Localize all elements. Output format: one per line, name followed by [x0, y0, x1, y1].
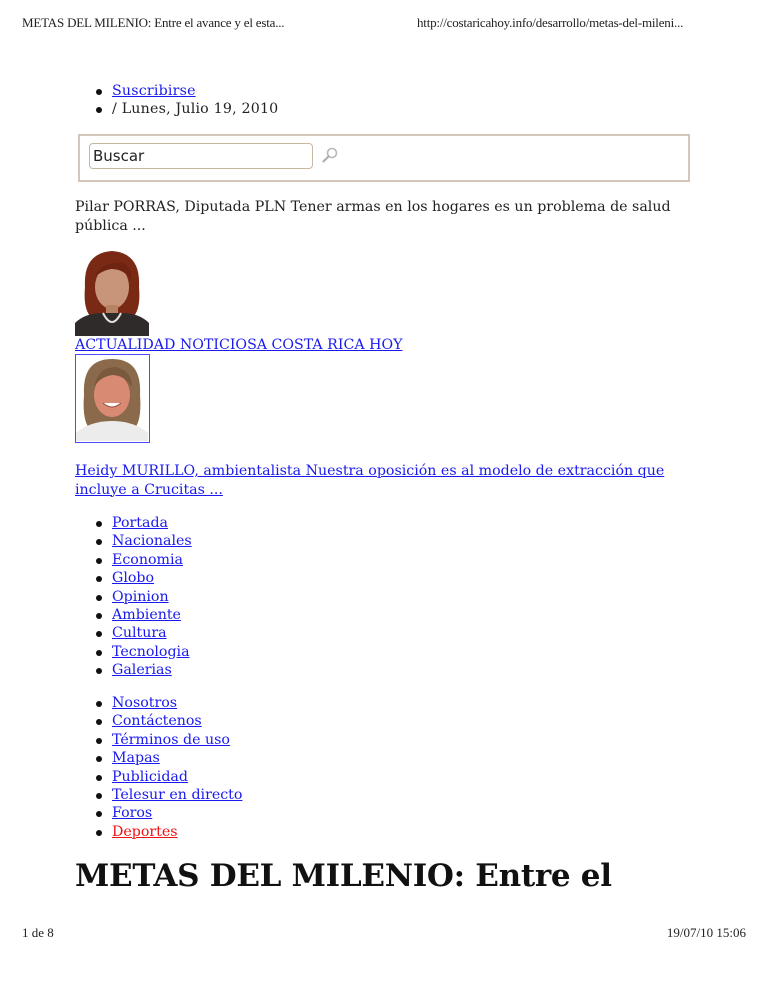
search-form [78, 134, 690, 182]
nav-item [94, 569, 192, 587]
nav-item [94, 694, 242, 712]
nav-item [94, 514, 192, 532]
nav-item [94, 643, 192, 661]
nav-link-galerias[interactable]: Galerias [112, 662, 172, 679]
nav-item [94, 551, 192, 569]
portrait-image [76, 355, 148, 441]
print-header-url: http://costaricahoy.info/desarrollo/metas-del-mileni... [417, 15, 684, 30]
site-home-link[interactable]: ACTUALIDAD NOTICIOSA COSTA RICA HOY [75, 337, 403, 353]
print-footer-datetime: 19/07/10 15:06 [666, 925, 746, 940]
nav-item [94, 823, 242, 841]
nav-link-nacionales[interactable]: Nacionales [112, 533, 192, 550]
feature-teaser-text: Pilar PORRAS, Diputada PLN Tener armas en los hogares es un problema de salud pública ... [75, 199, 671, 234]
portrait-photo-heidy-murillo[interactable] [75, 354, 150, 443]
nav-item [94, 661, 192, 679]
nav-item [94, 749, 242, 767]
nav-item [94, 624, 192, 642]
print-header-title: METAS DEL MILENIO: Entre el avance y el esta... [22, 15, 285, 30]
nav-link-tecnologia[interactable]: Tecnologia [112, 643, 190, 660]
list-item [94, 82, 278, 100]
list-item [94, 100, 278, 118]
print-footer-page: 1 de 8 [22, 925, 54, 940]
nav-link-nosotros[interactable]: Nosotros [112, 695, 178, 711]
article-title: METAS DEL MILENIO: Entre el [75, 858, 612, 894]
nav-item [94, 606, 192, 624]
nav-item [94, 804, 242, 822]
nav-link-foros[interactable]: Foros [112, 805, 153, 822]
section-nav [94, 514, 192, 680]
nav-item [94, 532, 192, 550]
top-links-list [94, 82, 278, 119]
nav-link-portada[interactable]: Portada [112, 515, 168, 531]
nav-link-opinion[interactable]: Opinion [112, 588, 169, 605]
nav-item [94, 731, 242, 749]
nav-link-terminos[interactable]: Términos de uso [112, 731, 230, 748]
nav-link-contactenos[interactable]: Contáctenos [112, 713, 202, 730]
nav-link-telesur[interactable]: Telesur en directo [112, 787, 243, 804]
nav-link-ambiente[interactable]: Ambiente [112, 607, 181, 624]
nav-item [94, 786, 242, 804]
nav-link-mapas[interactable]: Mapas [112, 750, 160, 767]
secondary-nav [94, 694, 242, 841]
search-icon[interactable] [321, 146, 339, 164]
nav-item [94, 588, 192, 606]
nav-item [94, 712, 242, 730]
current-date: / Lunes, Julio 19, 2010 [112, 101, 279, 118]
nav-link-publicidad[interactable]: Publicidad [112, 768, 188, 785]
nav-link-globo[interactable]: Globo [112, 570, 155, 587]
nav-link-economia[interactable]: Economia [112, 551, 183, 568]
nav-link-cultura[interactable]: Cultura [112, 625, 167, 642]
nav-item [94, 768, 242, 786]
nav-link-deportes[interactable]: Deportes [112, 823, 178, 840]
subscribe-link[interactable]: Suscribirse [112, 83, 196, 99]
search-input[interactable] [89, 143, 313, 169]
portrait-photo-pilar-porras [75, 247, 149, 336]
feature-article-link[interactable]: Heidy MURILLO, ambientalista Nuestra oposición es al modelo de extracción que incluye a Crucitas ... [75, 463, 665, 498]
portrait-image [75, 247, 149, 336]
